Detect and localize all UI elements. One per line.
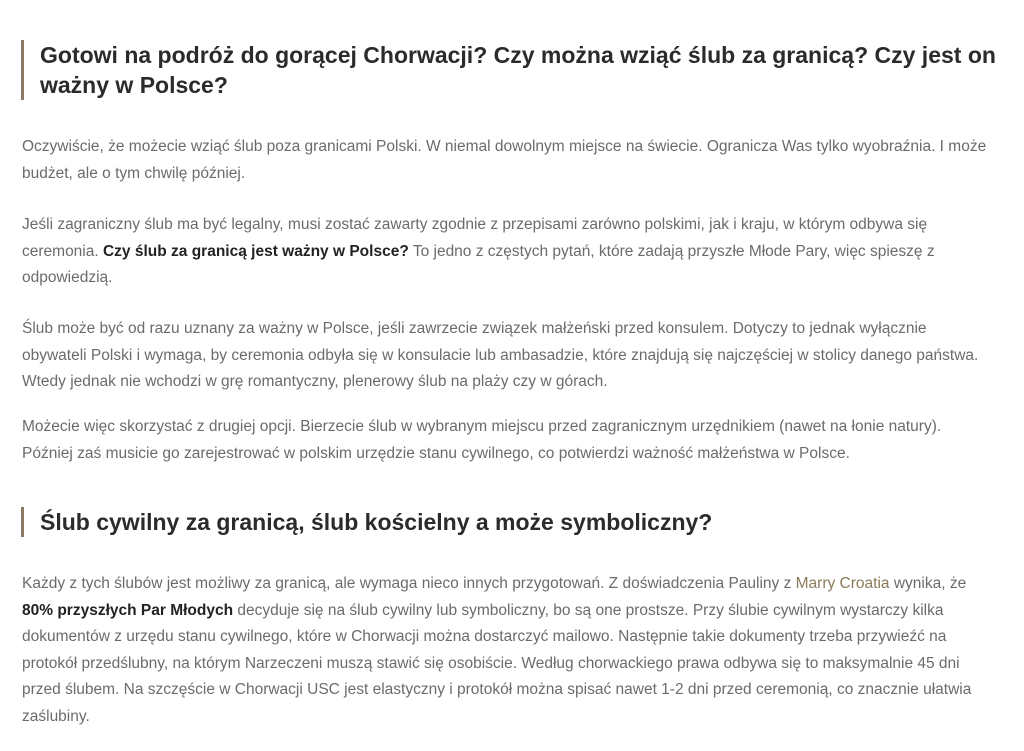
p5-text-mid: wynika, że (889, 575, 967, 592)
paragraph-legal-abroad: Oczywiście, że możecie wziąć ślub poza granicami Polski. W niemal dowolnym miejsce na świecie. Ogranicza Was tylko wyobraźnia. I może budżet, ale o tym chwilę później. (22, 138, 987, 182)
p5-text-before: Każdy z tych ślubów jest możliwy za granicą, ale wymaga nieco innych przygotowań. Z doświadczenia Pauliny z (22, 575, 796, 592)
marry-croatia-link[interactable]: Marry Croatia (795, 575, 890, 592)
p2-bold-question: Czy ślub za granicą jest ważny w Polsce? (102, 242, 409, 260)
p5-bold-statistic: 80% przyszłych Par Młodych (22, 601, 234, 619)
section-heading-ceremony-types: Ślub cywilny za granicą, ślub kościelny a może symboliczny? (21, 507, 1000, 537)
paragraph-second-option: Możecie więc skorzystać z drugiej opcji. Bierzecie ślub w wybranym miejscu przed zagranicznym urzędnikiem (nawet na łonie natury). Później zaś musicie go zarejestrować w polskim urzędzie stanu cywilnego, co potwierdzi ważność małżeństwa w Polsce. (22, 418, 942, 462)
section-heading-croatia: Gotowi na podróż do gorącej Chorwacji? Czy można wziąć ślub za granicą? Czy jest on ważny w Polsce? (21, 40, 1000, 100)
p2-text-after: To jedno z częstych pytań, które zadają przyszłe Młode Pary, więc spieszę z odpowiedzią. (22, 242, 935, 286)
p2-text-before: Jeśli zagraniczny ślub ma być legalny, musi zostać zawarty zgodnie z przepisami zarówno polskimi, jak i kraju, w którym odbywa się ceremonia. (22, 216, 928, 260)
paragraph-consul: Ślub może być od razu uznany za ważny w Polsce, jeśli zawrzecie związek małżeński przed konsulem. Dotyczy to jednak wyłącznie obywateli Polski i wymaga, by ceremonia odbyła się w konsulacie lub ambasadzie, które znajdują się najczęściej w stolicy danego państwa. Wtedy jednak nie wchodzi w grę romantyczny, plenerowy ślub na plaży czy w górach. (22, 320, 979, 390)
paragraph-legal-requirements (22, 212, 990, 292)
p5-text-after: decyduje się na ślub cywilny lub symboliczny, bo są one prostsze. Przy ślubie cywilnym wystarczy kilka dokumentów z urzędu stanu cywilnego, które w Chorwacji można dostarczyć mailowo. Następnie takie dokumenty trzeba przywieźć na protokół przedślubny, na którym Narzeczeni muszą stawić się osobiście. Według chorwackiego prawa odbywa się to maksymalnie 45 dni przed ślubem. Na szczęście w Chorwacji USC jest elastyczny i protokół można spisać nawet 1-2 dni przed ceremonią, co znacznie ułatwia zaślubiny. (22, 601, 972, 725)
paragraph-ceremony-types (22, 571, 990, 730)
